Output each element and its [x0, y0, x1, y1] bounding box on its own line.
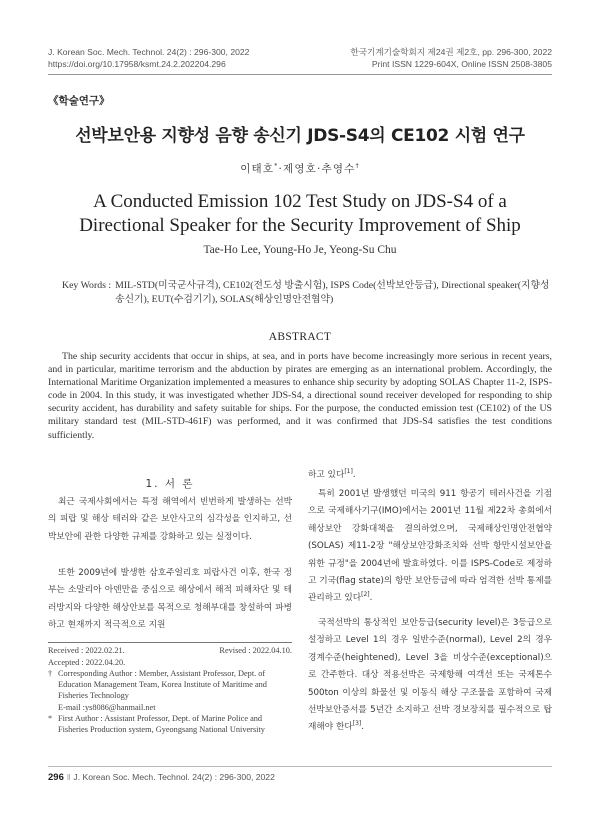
intro-paragraph-4: 국적선박의 통상적인 보안등급(security level)은 3등급으로 설정하고 Level 1의 경우 일반수준(normal), Level 2의 경우 경계수준(heightened), Level 3을 비상수준(exceptional)으로 간주한다. 대상 적용선박은 국제항해 여객선 또는 국제톤수 500ton 이상의 화물선 및 이동식 해상 구조물을 포함하여 국제선박보안증서를 5년간 소지하고 선박 경보장치를 필수적으로 탑재해야 한다[3].	[308, 618, 552, 733]
header-divider	[48, 74, 552, 75]
footer-journal: J. Korean Soc. Mech. Technol. 24(2) : 296-300, 2022	[73, 772, 275, 782]
intro-p4-text: 국적선박의 통상적인 보안등급(security level)은 3등급으로 설정하고 Level 1의 경우 일반수준(normal), Level 2의 경우 경계수준(heightened), Level 3을 비상수준(exceptional)으로 간주한다. 대상 적용선박은 국제항해 여객선 또는 국제톤수 500ton 이상의 화물선 및 이동식 해상 구조물을 포함하여 국제선박보안증서를 5년간 소지하고 선박 경보장치를 필수적으로 탑재해야 한다	[308, 618, 552, 733]
article-type-tag: 《학술연구》	[48, 95, 110, 107]
journal-citation: J. Korean Soc. Mech. Technol. 24(2) : 296-300, 2022	[48, 47, 250, 57]
corresponding-author-mark: †	[355, 162, 360, 170]
accepted-date: Accepted : 2022.04.20.	[48, 658, 126, 667]
title-en-line1: A Conducted Emission 102 Test Study on JDS-S4 of a	[93, 191, 507, 212]
journal-citation-ko: 한국기계기술학회지 제24권 제2호, pp. 296-300, 2022	[350, 47, 552, 57]
keywords-label: Key Words :	[62, 280, 112, 291]
footer-separator: ‖	[66, 772, 71, 782]
footnote-dates	[48, 645, 292, 656]
doi-link[interactable]: https://doi.org/10.17958/ksmt.24.2.202204.296	[48, 59, 226, 69]
first-author-text: First Author : Assistant Professor, Dept. of Marine Police and Fisheries Production system, Gyeongsang National University	[58, 714, 265, 735]
intro-paragraph-2: 또한 2009년에 발생한 삼호주얼리호 피랍사건 이후, 한국 정부는 소말리아 아덴만을 중심으로 해상에서 해적 피해차단 및 테러방지와 다양한 해상안보를 목적으로 청해부대를 창설하여 파병하고 현재까지 적극적으로 지원	[48, 568, 292, 631]
keywords-text: MIL-STD(미국군사규격), CE102(전도성 방출시험), ISPS Code(선박보안등급), Directional speaker(지향성 송신기), EUT(수검기기), SOLAS(해상인명안전협약)	[115, 280, 550, 305]
abstract-heading: ABSTRACT	[268, 331, 332, 343]
page-number: 296	[48, 772, 64, 783]
first-mark: *	[48, 714, 53, 723]
intro-p2-cont-text: 하고 있다	[308, 470, 345, 480]
paper-title-english	[0, 190, 600, 238]
reference-2[interactable]: [2]	[361, 591, 370, 599]
authors-korean	[0, 161, 600, 176]
corresponding-email[interactable]: E-mail :ys8086@hanmail.net	[58, 702, 156, 712]
keywords-block	[62, 279, 554, 307]
corresponding-author-text: Corresponding Author : Member, Assistant Professor, Dept. of Education Management Team, Korea Institute of Maritime and Fisheries Technology	[58, 669, 267, 701]
section-heading-introduction: 1. 서 론	[145, 478, 195, 490]
corresponding-author-note	[48, 668, 292, 713]
paper-title-korean: 선박보안용 지향성 음향 송신기 JDS-S4의 CE102 시험 연구	[75, 126, 525, 146]
authors-english: Tae-Ho Lee, Young-Ho Je, Yeong-Su Chu	[203, 244, 397, 256]
author-first: 이태호	[240, 163, 275, 175]
revised-date: Revised : 2022.04.10.	[219, 646, 292, 655]
intro-paragraph-1: 최근 국제사회에서는 특정 해역에서 빈번하게 발생하는 선박의 피랍 및 해상 테러와 같은 보안사고의 심각성을 인지하고, 선박보안에 관한 다양한 규제를 강화하고 있는 실정이다.	[48, 497, 292, 542]
footer-divider	[48, 766, 552, 767]
first-author-mark: *	[274, 162, 279, 170]
intro-p3-text: 특히 2001년 발생했던 미국의 911 항공기 테러사건을 기점으로 국제해사기구(IMO)에서는 2001년 11월 제22차 총회에서 해상보안 강화대책을 결의하였으며, 국제해상인명안전협약(SOLAS) 제11-2장 "해상보안강화조치와 선박 항만시설보안을 위한 규정"을 2004년에 발효하였다. 이를 ISPS-Code로 제정하고 기국(flag state)의 항만 보안등급에 따라 엄격한 선박 통제를 관리하고 있다	[308, 489, 552, 604]
received-date: Received : 2022.02.21.	[48, 646, 125, 655]
running-footer	[48, 772, 275, 783]
reference-1[interactable]: [1]	[344, 468, 353, 476]
title-en-line2: Directional Speaker for the Security Improvement of Ship	[79, 215, 521, 236]
intro-paragraph-2-cont: 하고 있다[1].	[308, 468, 356, 480]
issn-line: Print ISSN 1229-604X, Online ISSN 2508-3805	[371, 59, 552, 69]
running-header-left	[48, 46, 249, 70]
running-header-right	[350, 46, 552, 70]
abstract-body: The ship security accidents that occur in ships, at sea, and in ports have become increasingly more serious in recent years, and in particular, maritime terrorism and the abduction by pirates are emerging as an international problem. Accordingly, the International Maritime Organization implemented a measures to enhance ship security by adopting SOLAS Chapter 11-2, ISPS-code in 2004. In this study, it was investigated whether JDS-S4, a directional sound receiver developed for responding to ship security accident, has durability and safety suitable for ships. For the purpose, the conducted emission test (CE102) of the US military standard test (MIL-STD-461F) was performed, and it was confirmed that JDS-S4 satisfies the test conditions sufficiently.	[48, 351, 552, 441]
reference-3[interactable]: [3]	[352, 720, 362, 728]
author-rest: ·제영호·추영수	[278, 163, 356, 175]
intro-paragraph-3: 특히 2001년 발생했던 미국의 911 항공기 테러사건을 기점으로 국제해사기구(IMO)에서는 2001년 11월 제22차 총회에서 해상보안 강화대책을 결의하였으며, 국제해상인명안전협약(SOLAS) 제11-2장 "해상보안강화조치와 선박 항만시설보안을 위한 규정"을 2004년에 발효하였다. 이를 ISPS-Code로 제정하고 기국(flag state)의 항만 보안등급에 따라 엄격한 선박 통제를 관리하고 있다[2].	[308, 489, 552, 604]
first-author-note	[48, 713, 292, 735]
corresponding-mark: †	[48, 669, 53, 678]
footnote-divider	[48, 642, 292, 643]
